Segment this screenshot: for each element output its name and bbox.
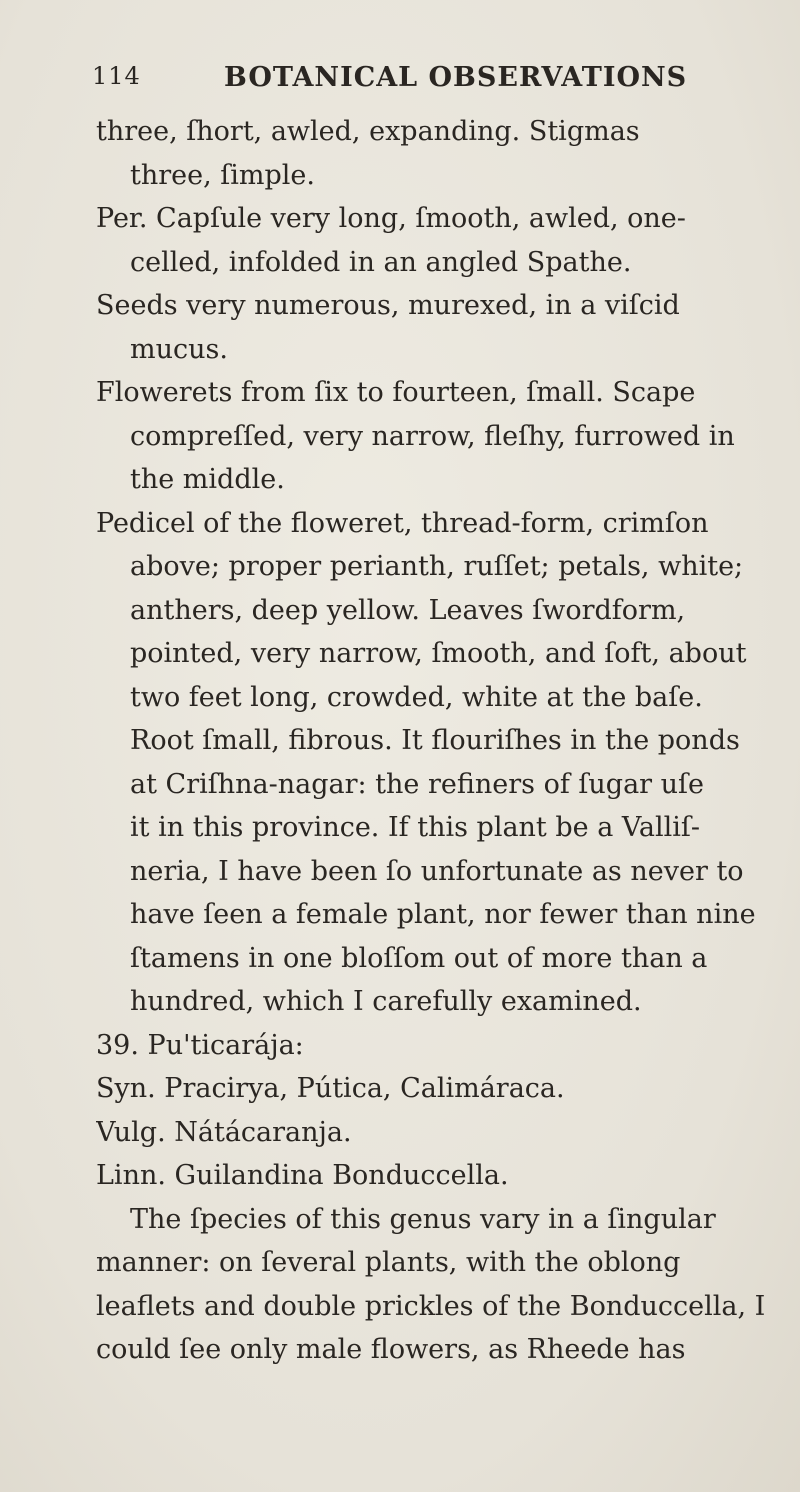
text-line: could ſee only male flowers, as Rheede has [96, 1334, 686, 1365]
text-line: manner: on ſeveral plants, with the oblong [96, 1247, 681, 1278]
text-line: ſtamens in one bloſſom out of more than a [130, 942, 708, 974]
text-line: Per. Capſule very long, ſmooth, awled, one- [96, 203, 686, 234]
text-line: Seeds very numerous, murexed, in a viſcid [96, 290, 680, 321]
text-line: it in this province. If this plant be a Valliſ- [130, 812, 701, 843]
text-line: at Criſhna-nagar: the refiners of ſugar uſe [130, 768, 705, 800]
text-line: two feet long, crowded, white at the baſe. [130, 681, 703, 713]
text-line: have ſeen a female plant, nor fewer than nine [130, 899, 756, 930]
body-text [96, 110, 786, 1372]
text-line: three, ſhort, awled, expanding. Stigmas [96, 116, 640, 147]
page-header [92, 62, 752, 102]
text-line: hundred, which I carefully examined. [130, 986, 642, 1017]
text-line: pointed, very narrow, ſmooth, and ſoft, about [130, 638, 747, 669]
text-line: Pedicel of the floweret, thread-form, crimſon [96, 507, 709, 539]
text-line: the middle. [130, 464, 285, 495]
text-line: Linn. Guilandina Bonduccella. [96, 1160, 509, 1191]
text-line: neria, I have been ſo unfortunate as never to [130, 855, 744, 887]
text-line: mucus. [130, 333, 228, 365]
text-line: The ſpecies of this genus vary in a ſingular [130, 1203, 716, 1235]
text-line: Vulg. Nátácaranja. [96, 1116, 352, 1148]
text-line: Flowerets from ſix to fourteen, ſmall. Scape [96, 377, 696, 408]
page-number: 114 [92, 62, 141, 90]
text-line: Syn. Pracirya, Pútica, Calimáraca. [96, 1073, 565, 1104]
text-line: Root ſmall, fibrous. It flouriſhes in the ponds [130, 725, 740, 756]
text-line: celled, infolded in an angled Spathe. [130, 246, 632, 278]
running-head: BOTANICAL OBSERVATIONS [224, 62, 688, 93]
text-line: anthers, deep yellow. Leaves ſwordform, [130, 594, 686, 626]
text-line: three, ſimple. [130, 159, 315, 191]
text-line: compreſſed, very narrow, fleſhy, furrowed in [130, 420, 735, 452]
section-heading: 39. Pu'ticarája: [96, 1029, 304, 1061]
text-line: above; proper perianth, ruſſet; petals, white; [130, 551, 744, 582]
text-line: leaflets and double prickles of the Bonduccella, I [96, 1290, 766, 1322]
